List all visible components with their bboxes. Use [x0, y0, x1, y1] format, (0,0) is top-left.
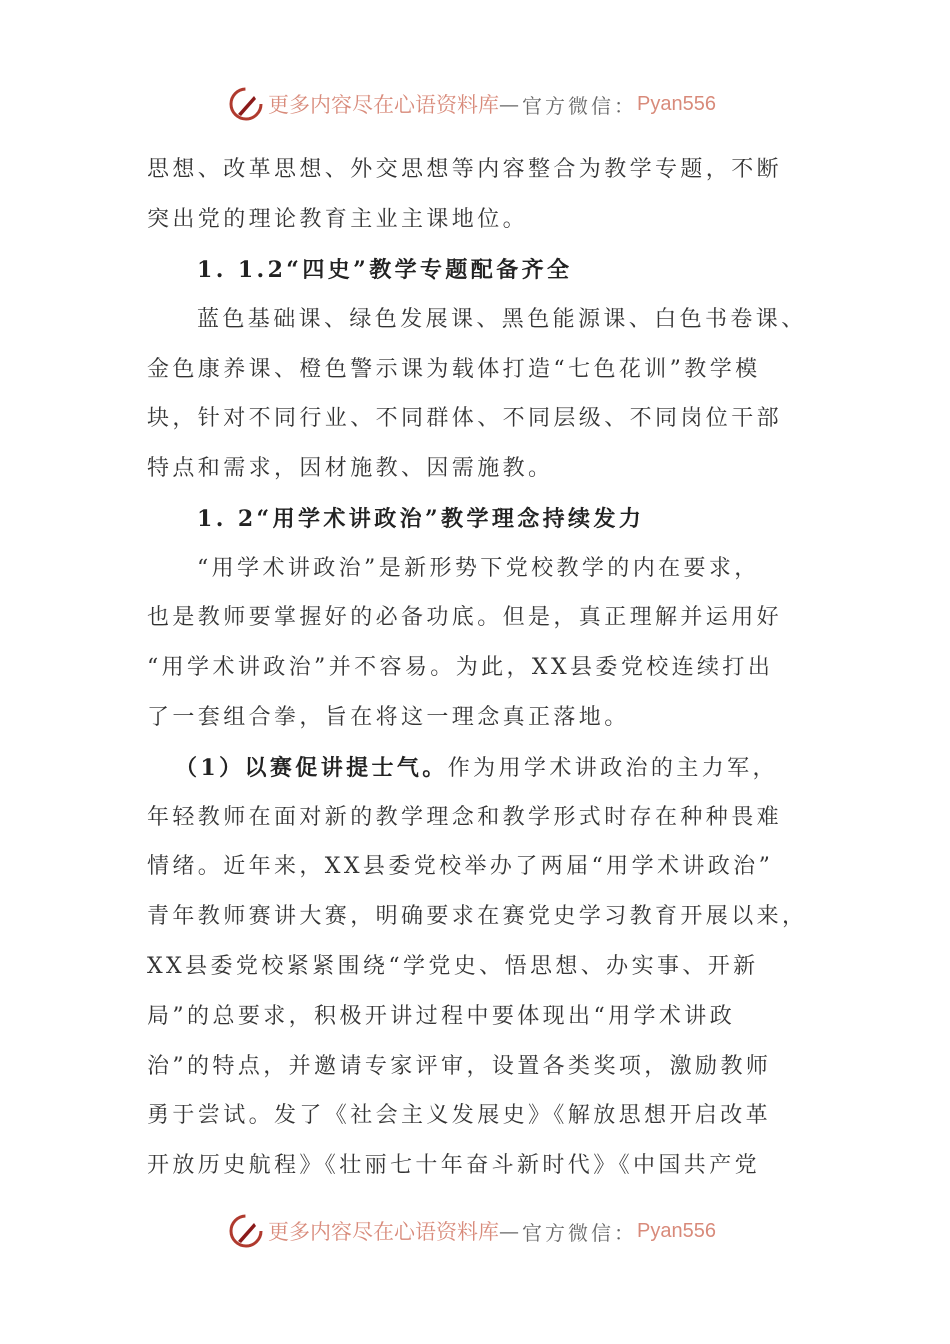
body-line: “用学术讲政治”是新形势下党校教学的内在要求， — [197, 556, 760, 581]
body-line-rest: 作为用学术讲政治的主力军， — [447, 756, 778, 781]
section-heading: 1. 2“用学术讲政治”教学理念持续发力 — [197, 506, 645, 532]
body-line: 金色康养课、橙色警示课为载体打造“七色花训”教学模 — [147, 357, 761, 382]
header-wechat-id: Pyan556 — [637, 92, 716, 115]
section-heading: 1. 1.2“四史”教学专题配备齐全 — [197, 257, 573, 283]
footer-wechat-id: Pyan556 — [637, 1219, 716, 1242]
page-header — [228, 84, 716, 124]
body-line: 了一套组合拳，旨在将这一理念真正落地。 — [147, 705, 630, 730]
pen-logo-icon — [228, 1213, 264, 1249]
pen-logo-icon — [228, 86, 264, 122]
body-line — [175, 753, 778, 784]
body-line: 特点和需求，因材施教、因需施教。 — [147, 456, 554, 481]
page-footer — [228, 1211, 716, 1251]
body-line: 块，针对不同行业、不同群体、不同层级、不同岗位干部 — [147, 406, 783, 431]
header-wechat-label: 官方微信： — [522, 93, 637, 118]
footer-site-text: 更多内容尽在心语资料库 — [268, 1220, 499, 1244]
bold-lead: （1）以赛促讲提士气。 — [175, 755, 448, 781]
body-line: 蓝色基础课、绿色发展课、黑色能源课、白色书卷课、 — [197, 307, 807, 332]
header-dash: — — [499, 92, 522, 116]
body-line: 年轻教师在面对新的教学理念和教学形式时存在种种畏难 — [147, 805, 783, 830]
body-line: 局”的总要求，积极开讲过程中要体现出“用学术讲政 — [147, 1004, 736, 1029]
header-site-text: 更多内容尽在心语资料库 — [268, 93, 499, 117]
body-line: 情绪。近年来，XX县委党校举办了两届“用学术讲政治” — [147, 854, 774, 879]
body-line: 治”的特点，并邀请专家评审，设置各类奖项，激励教师 — [147, 1054, 772, 1079]
body-line: 勇于尝试。发了《社会主义发展史》《解放思想开启改革 — [147, 1103, 772, 1128]
body-line: 开放历史航程》《壮丽七十年奋斗新时代》《中国共产党 — [147, 1153, 761, 1178]
body-line: XX县委党校紧紧围绕“学党史、悟思想、办实事、开新 — [147, 954, 759, 979]
body-line: 青年教师赛讲大赛，明确要求在赛党史学习教育开展以来， — [147, 904, 808, 929]
body-line: 思想、改革思想、外交思想等内容整合为教学专题，不断 — [147, 157, 783, 182]
body-line: 也是教师要掌握好的必备功底。但是，真正理解并运用好 — [147, 605, 783, 630]
footer-wechat-label: 官方微信： — [522, 1220, 637, 1245]
body-line: 突出党的理论教育主业主课地位。 — [147, 207, 529, 232]
footer-dash: — — [499, 1219, 522, 1243]
body-line: “用学术讲政治”并不容易。为此，XX县委党校连续打出 — [147, 655, 774, 680]
